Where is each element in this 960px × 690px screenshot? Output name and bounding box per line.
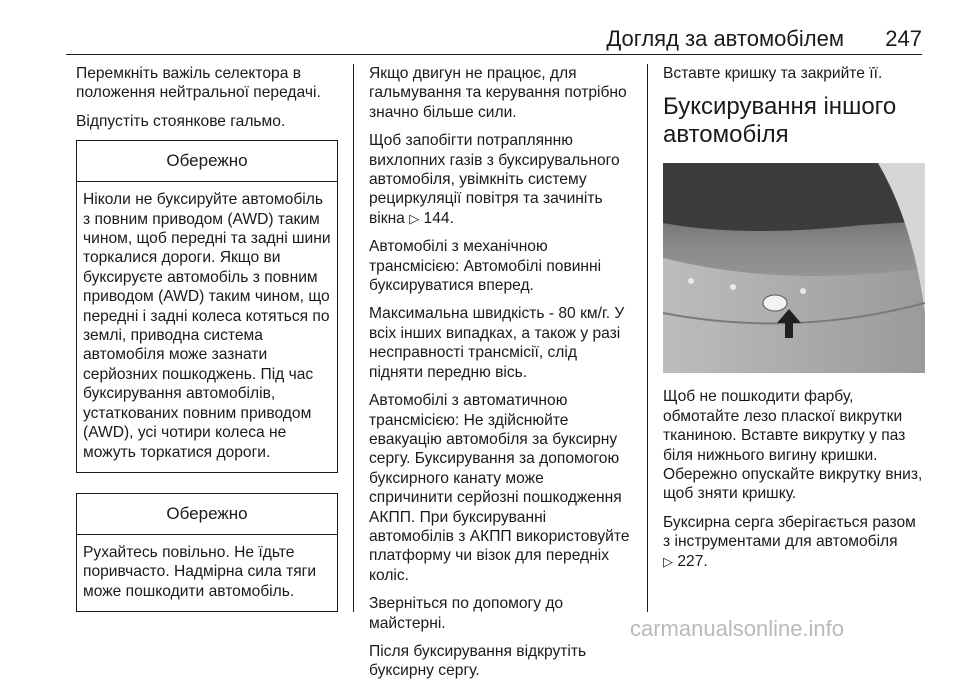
warning-text: Ніколи не буксируйте автомобіль з повним приводом (AWD) таким чином, щоб передні та задні шини торкалися дороги. Якщо ви буксируєте автомобіль з повним приводом (AWD) таким чином, що передні і задні колеса котяться по землі, приводна система автомобіля може зазнати серйозних пошкоджень. Під час буксирування автомобілів, устаткованих повним приводом (AWD), усі чотири колеса не можуть торкатися дороги. bbox=[83, 191, 331, 461]
paragraph bbox=[369, 131, 631, 228]
rear-bumper-illustration bbox=[663, 163, 925, 373]
warning-box bbox=[76, 140, 338, 473]
page-number: 247 bbox=[885, 26, 922, 51]
page-title: Догляд за автомобілем bbox=[606, 26, 844, 51]
column-1 bbox=[76, 64, 338, 612]
paragraph: Якщо двигун не працює, для гальмування та керування потрібно значно більше сили. bbox=[369, 65, 627, 121]
watermark: carmanualsonline.info bbox=[630, 616, 845, 641]
warning-box bbox=[76, 493, 338, 612]
paragraph-text: Буксирна серга зберігається разом з інструментами для автомобіля bbox=[663, 513, 916, 551]
warning-title: Обережно bbox=[77, 494, 337, 535]
warning-text: Рухайтесь повільно. Не їдьте поривчасто. Надмірна сила тяги може пошкодити автомобіль. bbox=[83, 543, 317, 600]
paragraph: Автомобілі з автоматичною трансмісією: Не здійснюйте евакуацію автомобіля за буксирну сергу. Буксирування за допомогою буксирного канату може спричинити серйозні пошкодження АКПП. При буксируванні автомобілів з АКПП використовуйте платформу чи візок для передніх коліс. bbox=[369, 392, 630, 584]
paragraph-text: Щоб запобігти потраплянню вихлопних газів з буксирувального автомобіля, увімкніть систему рециркуляції повітря та зачиніть вікна bbox=[369, 132, 620, 227]
paragraph: Перемкніть важіль селектора в положення нейтральної передачі. bbox=[76, 65, 321, 102]
bumper-drawing bbox=[663, 163, 925, 373]
paragraph: Зверніться по допомогу до майстерні. bbox=[369, 595, 564, 632]
page-reference-arrow-icon: ▷ bbox=[663, 553, 673, 569]
paragraph: Після буксирування відкрутіть буксирну сергу. bbox=[369, 642, 587, 680]
paragraph: Відпустіть стоянкове гальмо. bbox=[76, 112, 286, 130]
page-header bbox=[0, 0, 960, 56]
page-reference-arrow-icon: ▷ bbox=[409, 210, 420, 226]
paragraph: Автомобілі з механічною трансмісією: Автомобілі повинні буксируватися вперед. bbox=[369, 238, 602, 295]
column-3 bbox=[663, 64, 925, 580]
header-rule bbox=[66, 54, 922, 55]
paragraph bbox=[663, 513, 925, 571]
column-2 bbox=[369, 64, 631, 690]
section-heading: Буксирування іншого автомобіля bbox=[663, 93, 897, 149]
paragraph: Щоб не пошкодити фарбу, обмотайте лезо пласкої викрутки тканиною. Вставте викрутку у паз біля нижнього вигину кришки. Обережно опускайте викрутку вниз, щоб зняти кришку. bbox=[663, 388, 923, 503]
column-divider bbox=[647, 64, 648, 612]
warning-title: Обережно bbox=[77, 141, 337, 182]
page-reference: 227. bbox=[677, 552, 708, 570]
column-divider bbox=[353, 64, 354, 612]
paragraph: Вставте кришку та закрийте її. bbox=[663, 65, 883, 82]
paragraph: Максимальна швидкість - 80 км/г. У всіх інших випадках, а також у разі несправності трансмісії, слід підняти передню вісь. bbox=[369, 305, 625, 381]
page-reference: 144. bbox=[423, 209, 454, 227]
